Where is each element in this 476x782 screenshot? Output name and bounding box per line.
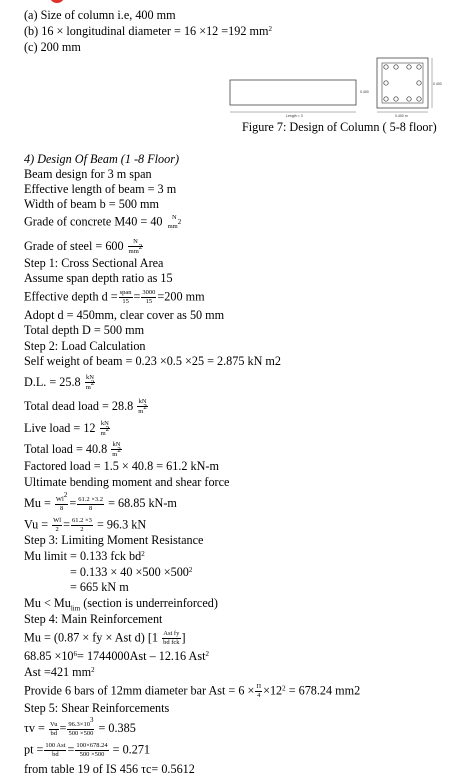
beam-length-label: Length = 3 [286,114,303,118]
line-provide: Provide 6 bars of 12mm diameter bar Ast = 6 × $\frac{\Pi}{4}$ $\times 12^2 = 678.24$ mm2 [24,683,361,699]
line-mu: Mu = $\frac{Wl^2}{8}$ = $\frac{61.2 \times 3.2}{8}$ = 68.85 kN-m [24,491,177,512]
line-ultimate: Ultimate bending moment and shear force [24,475,230,489]
line-vu: Vu = $\frac{Wl}{2}$ = $\frac{61.2 \times 3}{2}$ = 96.3 kN [24,517,147,533]
line-dl: D.L. = 25.8 $\frac{kN}{m^2}$ [24,374,95,391]
column-figure [226,56,446,120]
line-total-dead: Total dead load = 28.8 $\frac{kN}{m^2}$ [24,398,147,415]
step4: Step 4: Main Reinforcement [24,612,163,626]
line-table19: from table 19 of IS 456 τc= 0.5612 [24,762,195,776]
line-mu-formula: Mu = (0.87 × fy × Ast d) [1 Ast fy bd fck ] [24,630,186,646]
line-eff-depth: Effective depth d = span 15 = $\frac{3000}{15}$ =200 mm [24,289,205,305]
col-dim-right: 0.400 [433,82,442,86]
step3: Step 3: Limiting Moment Resistance [24,533,204,547]
line-total-load: Total load = 40.8 $\frac{kN}{m^2}$ [24,441,121,458]
line-mu-limit: Mu limit = 0.133 fck $bd^2$ [24,549,145,563]
line-span: Beam design for 3 m span [24,167,152,181]
line-steel-grade: Grade of steel = 600 $\frac{N}{mm^2}$ [24,238,143,255]
item-c: (c) 200 mm [24,40,81,54]
line-concrete-grade: Grade of concrete M40 = 40 N $mm^2$ [24,214,182,230]
line-total-depth: Total depth D = 500 mm [24,323,145,337]
col-dim-bottom: 0.400 m [395,114,408,118]
line-mu-limit-result: = 665 kN m [70,580,129,594]
item-a: (a) Size of column i.e, 400 mm [24,8,176,22]
line-factored: Factored load = 1.5 × 40.8 = 61.2 kN-m [24,459,219,473]
line-pt: pt = 100 Ast bd = $\frac{100\times 678.24}{500 \times 500}$ = 0.271 [24,742,151,758]
line-underreinforced: $Mu < Mu_{lim}$ (section is underreinforced) [24,596,218,613]
line-ast-eq: $68.85 \times 10^6= 1744000Ast - 12.16$ Ast$^2$ [24,649,209,663]
step1: Step 1: Cross Sectional Area [24,256,164,270]
line-mu-limit-calc: = $0.133 \times 40 \times 500 \times 500^2$ [70,565,193,579]
line-width: Width of beam b = 500 mm [24,197,160,211]
step5: Step 5: Shear Reinforcements [24,701,170,715]
step2: Step 2: Load Calculation [24,339,146,353]
line-eff-length: Effective length of beam = 3 m [24,182,177,196]
beam-dim-label: 0.400 [360,90,369,94]
line-live: Live load = 12 $\frac{kN}{m^2}$ [24,420,110,437]
line-self-weight: Self weight of beam = 0.23 ×0.5 ×25 = 2.875 kN m2 [24,354,281,368]
item-b: (b) 16 × longitudinal diameter = 16 ×12 =192 $mm^2$ [24,24,272,38]
line-ast: Ast =421 $mm^2$ [24,665,95,679]
line-tv: τv = $\frac{Vu}{bd}$ = $\frac{96.3\times 10^3}{500 \times 500}$ = 0.385 [24,716,136,737]
red-mark [50,0,64,3]
line-span-depth: Assume span depth ratio as 15 [24,271,173,285]
section-heading: 4) Design Of Beam (1 -8 Floor) [24,152,180,166]
figure-caption: Figure 7: Design of Column ( 5-8 floor) [242,120,437,134]
line-adopt: Adopt d = 450mm, clear cover as 50 mm [24,308,225,322]
beam-rect [230,80,356,105]
